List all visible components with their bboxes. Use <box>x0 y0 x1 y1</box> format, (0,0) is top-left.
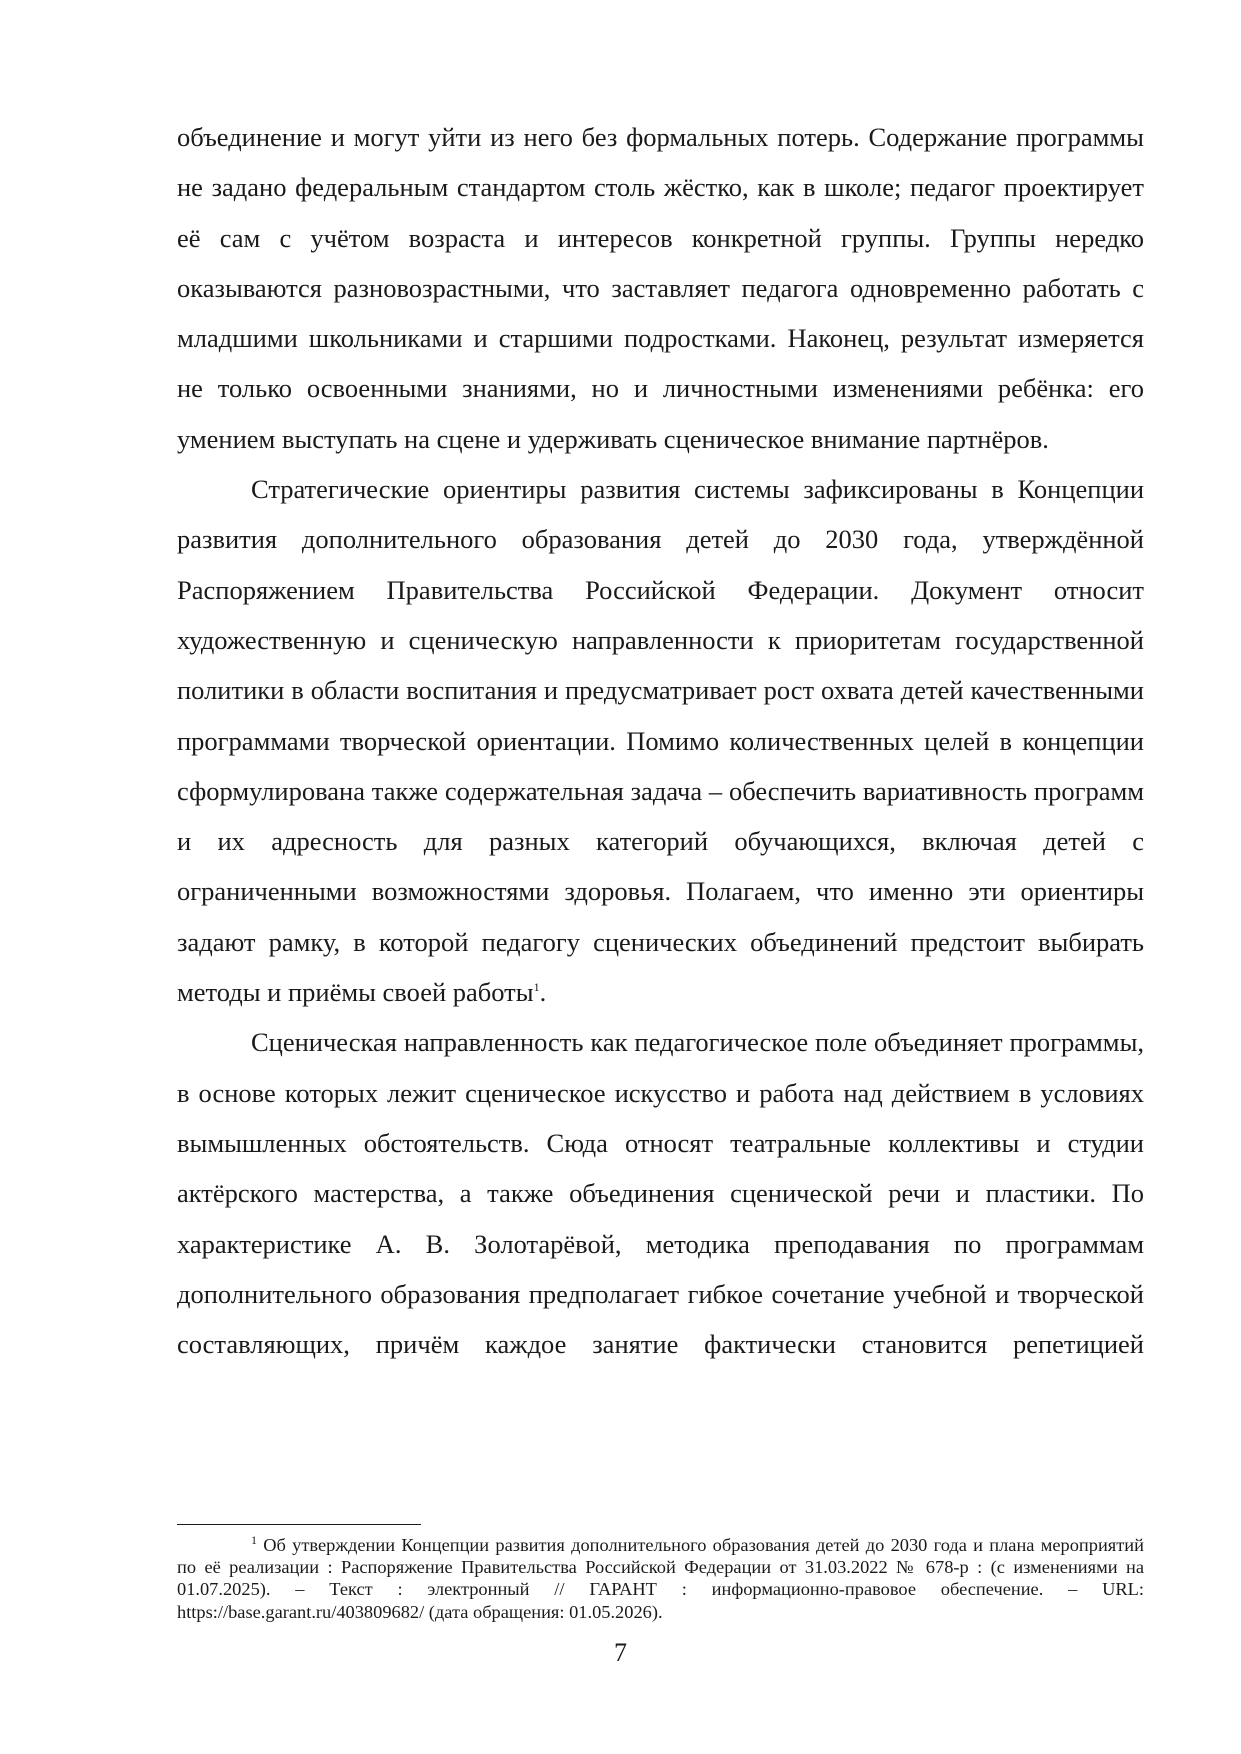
paragraph-1: объединение и могут уйти из него без формальных потерь. Содержание программы не задано федеральным стандартом столь жёстко, как в школе; педагог проектирует её сам с учётом возраста и интересов конкретной группы. Группы нередко оказываются разновозрастными, что заставляет педагога одновременно работать с младшими школьниками и старшими подростками. Наконец, результат измеряется не только освоенными знаниями, но и личностными изменениями ребёнка: его умением выступать на сцене и удерживать сценическое внимание партнёров. <box>177 122 1144 454</box>
paragraph-2-end: . <box>539 977 547 1008</box>
footnote <box>177 1534 1144 1623</box>
footnote-text: Об утверждении Концепции развития дополнительного образования детей до 2030 года и плана мероприятий по её реализации : Распоряжение Правительства Российской Федерации от 31.03.2022 № 678-р : (с изменениями на 01.07.2025). – Текст : электронный // ГАРАНТ : информационно-правовое обеспечение. – URL: https://base.garant.ru/403809682/ (дата обращения: 01.05.2026). <box>177 1535 1144 1622</box>
footnote-separator <box>177 1524 421 1525</box>
page-number: 7 <box>614 1638 627 1667</box>
body-text <box>177 112 1144 1369</box>
paragraph-2 <box>177 464 1144 1017</box>
paragraph-2-text: Стратегические ориентиры развития системы зафиксированы в Концепции развития дополнительного образования детей до 2030 года, утверждённой Распоряжением Правительства Российской Федерации. Документ относит художественную и сценическую направленности к приоритетам государственной политики в области воспитания и предусматривает рост охвата детей качественными программами творческой ориентации. Помимо количественных целей в концепции сформулирована также содержательная задача – обеспечить вариативность программ и их адресность для разных категорий обучающихся, включая детей с ограниченными возможностями здоровья. Полагаем, что именно эти ориентиры задают рамку, в которой педагогу сценических объединений предстоит выбирать методы и приёмы своей работы <box>177 474 1144 1008</box>
paragraph-3: Сценическая направленность как педагогическое поле объединяет программы, в основе которых лежит сценическое искусство и работа над действием в условиях вымышленных обстоятельств. Сюда относят театральные коллективы и студии актёрского мастерства, а также объединения сценической речи и пластики. По характеристике А. В. Золотарёвой, методика преподавания по программам дополнительного образования предполагает гибкое сочетание учебной и творческой составляющих, причём каждое занятие фактически становится репетицией <box>177 1027 1144 1360</box>
footnote-number: 1 <box>251 1532 257 1547</box>
footnote-reference[interactable]: 1 <box>533 980 540 995</box>
